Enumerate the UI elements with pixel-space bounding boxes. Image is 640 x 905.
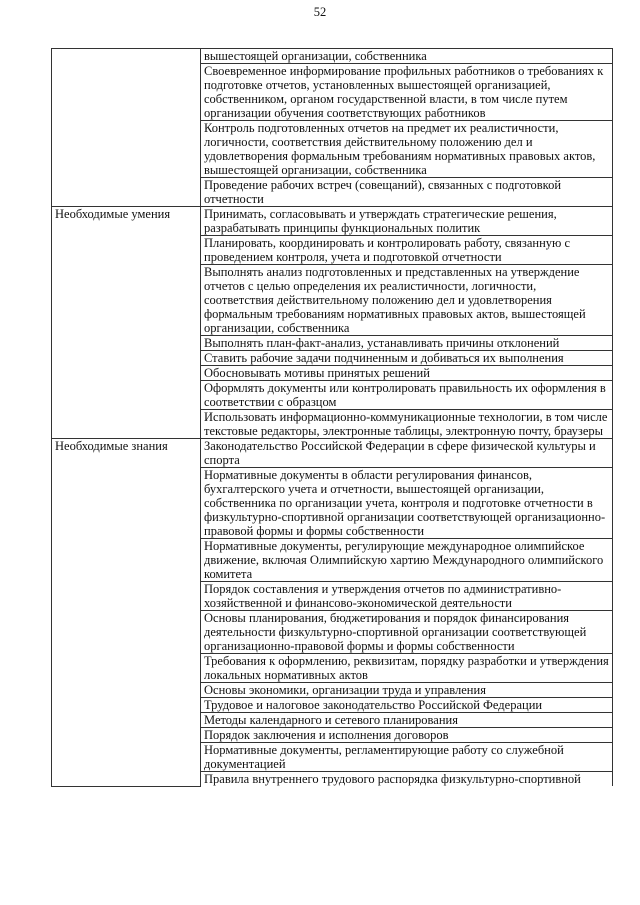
requirement-item: Обосновывать мотивы принятых решений xyxy=(201,366,613,381)
requirement-item: Использовать информационно-коммуникационные технологии, в том числе текстовые редакторы, электронные таблицы, электронную почту, браузеры xyxy=(201,410,613,439)
table-row xyxy=(52,439,613,468)
requirement-item: Выполнять план-факт-анализ, устанавливать причины отклонений xyxy=(201,336,613,351)
page-number: 52 xyxy=(313,5,327,19)
table-row xyxy=(52,49,613,64)
requirement-item: Контроль подготовленных отчетов на предмет их реалистичности, логичности, соответствия действительному положению дел и удовлетворения формальным требованиям нормативных правовых актов, вышестоящей организации, собственника xyxy=(201,121,613,178)
requirement-item: Порядок заключения и исполнения договоров xyxy=(201,728,613,743)
requirement-item: Выполнять анализ подготовленных и представленных на утверждение отчетов с целью определения их реалистичности, логичности, соответствия действительному положению дел и удовлетворения формальным требованиям нормативных правовых актов, вышестоящей организации, собственника xyxy=(201,265,613,336)
table-body xyxy=(52,49,613,787)
requirement-item: Нормативные документы в области регулирования финансов, бухгалтерского учета и отчетности, вышестоящей организации, собственника по организации учета, контроля и подготовке отчетности в физкультурно-спортивной организации соответствующей организационно-правовой формы и формы собственности xyxy=(201,468,613,539)
requirement-item: Требования к оформлению, реквизитам, порядку разработки и утверждения локальных нормативных актов xyxy=(201,654,613,683)
requirement-item: Планировать, координировать и контролировать работу, связанную с проведением контроля, учета и подготовкой отчетности xyxy=(201,236,613,265)
table-row xyxy=(52,207,613,236)
requirement-item: Основы планирования, бюджетирования и порядок финансирования деятельности физкультурно-спортивной организации соответствующей организационно-правовой формы и формы собственности xyxy=(201,611,613,654)
requirement-item: вышестоящей организации, собственника xyxy=(201,49,613,64)
section-label xyxy=(52,49,201,207)
requirement-item: Принимать, согласовывать и утверждать стратегические решения, разрабатывать принципы функциональных политик xyxy=(201,207,613,236)
requirement-item: Методы календарного и сетевого планирования xyxy=(201,713,613,728)
section-label: Необходимые знания xyxy=(52,439,201,787)
requirement-item: Нормативные документы, регулирующие международное олимпийское движение, включая Олимпийскую хартию Международного олимпийского комитета xyxy=(201,539,613,582)
requirement-item: Правила внутреннего трудового распорядка физкультурно-спортивной xyxy=(201,772,613,787)
requirement-item: Оформлять документы или контролировать правильность их оформления в соответствии с образцом xyxy=(201,381,613,410)
section-label: Необходимые умения xyxy=(52,207,201,439)
requirement-item: Порядок составления и утверждения отчетов по административно-хозяйственной и финансово-экономической деятельности xyxy=(201,582,613,611)
requirement-item: Ставить рабочие задачи подчиненным и добиваться их выполнения xyxy=(201,351,613,366)
requirement-item: Нормативные документы, регламентирующие работу со служебной документацией xyxy=(201,743,613,772)
requirement-item: Законодательство Российской Федерации в сфере физической культуры и спорта xyxy=(201,439,613,468)
requirement-item: Своевременное информирование профильных работников о требованиях к подготовке отчетов, установленных вышестоящей организацией, собственником, органом государственной власти, в том числе путем организации обучения соответствующих работников xyxy=(201,64,613,121)
requirement-item: Проведение рабочих встреч (совещаний), связанных с подготовкой отчетности xyxy=(201,178,613,207)
requirement-item: Трудовое и налоговое законодательство Российской Федерации xyxy=(201,698,613,713)
requirement-item: Основы экономики, организации труда и управления xyxy=(201,683,613,698)
requirements-table xyxy=(51,48,613,787)
